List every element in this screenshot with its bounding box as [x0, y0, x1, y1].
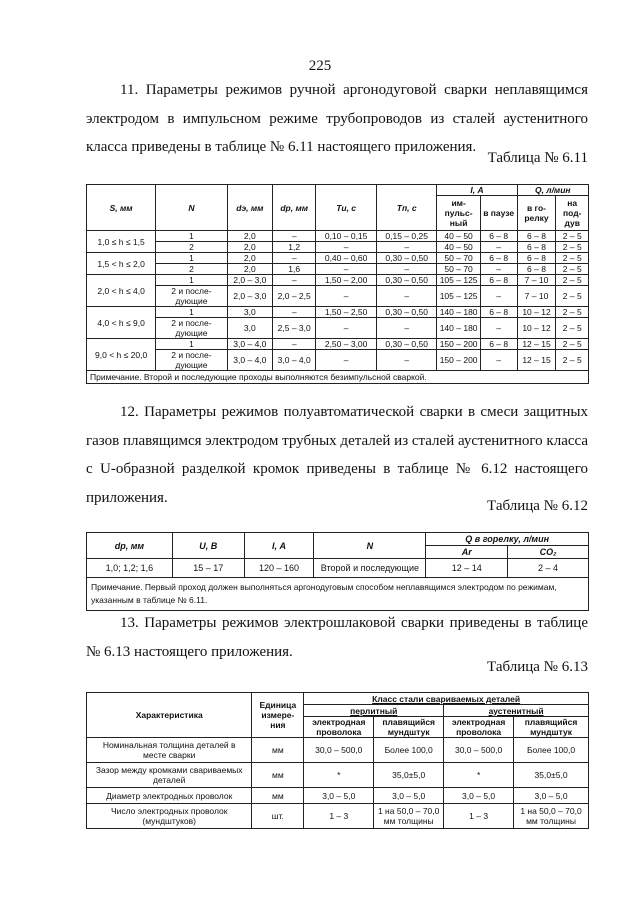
- cell-qu: 2 – 5: [556, 307, 589, 318]
- section-13-text: 13. Параметры режимов электрошлаковой сварки приведены в таблице № 6.13 настоящего приложения.: [86, 615, 588, 660]
- cell-c4: 3,0 – 5,0: [514, 788, 589, 804]
- table-row: [87, 264, 589, 275]
- cell-ii: 150 – 200: [437, 339, 480, 350]
- cell-ti: –: [316, 318, 377, 339]
- cell-n: 1: [156, 339, 227, 350]
- cell-dp: 2,5 – 3,0: [273, 318, 316, 339]
- table-row: [87, 788, 589, 804]
- cell-ip: 6 – 8: [480, 275, 517, 286]
- cell-ti: –: [316, 350, 377, 371]
- cell-ip: 6 – 8: [480, 231, 517, 242]
- cell-tp: –: [376, 286, 437, 307]
- cell-ii: 150 – 200: [437, 350, 480, 371]
- table-row: [87, 253, 589, 264]
- table-6-13: [86, 692, 589, 829]
- cell-de: 2,0 – 3,0: [227, 286, 272, 307]
- cell-de: 3,0 – 4,0: [227, 339, 272, 350]
- table-row: [87, 559, 589, 578]
- table-row: [87, 763, 589, 788]
- cell-de: 2,0: [227, 253, 272, 264]
- cell-dp: –: [273, 339, 316, 350]
- cell-de: 2,0: [227, 231, 272, 242]
- cell-n: 2 и после-дующие: [156, 350, 227, 371]
- cell-n: 2 и после-дующие: [156, 286, 227, 307]
- section-11-text: 11. Параметры режимов ручной аргонодуговой сварки неплавящимся электродом в импульсном режиме трубопроводов из сталей аустенитного класса приведены в таблице № 6.11 настоящего приложения.: [86, 82, 588, 155]
- header-q-under: на под-дув: [556, 196, 589, 231]
- table-6-11-caption: Таблица № 6.11: [487, 150, 588, 166]
- header-q-torch: в го-релку: [517, 196, 556, 231]
- cell-c2: Более 100,0: [374, 738, 444, 763]
- header-de: dэ, мм: [227, 185, 272, 231]
- cell-dp: 1,2: [273, 242, 316, 253]
- cell-ii: 40 – 50: [437, 242, 480, 253]
- cell-ip: 6 – 8: [480, 307, 517, 318]
- cell-dp: 3,0 – 4,0: [273, 350, 316, 371]
- header-n: N: [314, 533, 426, 559]
- cell-qt: 6 – 8: [517, 264, 556, 275]
- header-u: U, В: [172, 533, 244, 559]
- header-q-group: Q, л/мин: [517, 185, 588, 196]
- cell-tp: 0,15 – 0,25: [376, 231, 437, 242]
- table-note-row: [87, 371, 589, 384]
- header-i-group: I, А: [437, 185, 517, 196]
- cell-ti: –: [316, 242, 377, 253]
- cell-tp: –: [376, 350, 437, 371]
- table-6-12: [86, 532, 589, 611]
- cell-c4: 35,0±5,0: [514, 763, 589, 788]
- table-row: [87, 350, 589, 371]
- cell-tp: 0,30 – 0,50: [376, 307, 437, 318]
- header-wire-2: электродная проволока: [444, 717, 514, 738]
- table-row: [87, 286, 589, 307]
- cell-de: 3,0: [227, 318, 272, 339]
- cell-qu: 2 – 5: [556, 318, 589, 339]
- cell-ii: 140 – 180: [437, 318, 480, 339]
- cell-tp: 0,30 – 0,50: [376, 275, 437, 286]
- header-s: S, мм: [87, 185, 156, 231]
- header-co2: CO₂: [508, 546, 589, 559]
- cell-n: Второй и последующие: [314, 559, 426, 578]
- cell-n: 1: [156, 275, 227, 286]
- cell-ip: 6 – 8: [480, 253, 517, 264]
- cell-ti: –: [316, 264, 377, 275]
- header-dp: dр, мм: [87, 533, 173, 559]
- cell-c2: 35,0±5,0: [374, 763, 444, 788]
- header-tp: Tп, с: [376, 185, 437, 231]
- cell-ar: 12 – 14: [426, 559, 508, 578]
- header-pearlitic: перлитный: [304, 705, 444, 717]
- cell-thickness: 2,0 < h ≤ 4,0: [87, 275, 156, 307]
- cell-dp: 1,6: [273, 264, 316, 275]
- cell-n: 1: [156, 253, 227, 264]
- cell-name: Диаметр электродных проволок: [87, 788, 252, 804]
- cell-ti: 1,50 – 2,00: [316, 275, 377, 286]
- section-12-text: 12. Параметры режимов полуавтоматической сварки в смеси защитных газов плавящимся электродом трубных деталей из сталей аустенитного класса с U-образной разделкой кромок приведены в таблице № 6.12 настоящего приложения.: [86, 404, 589, 506]
- cell-c4: Более 100,0: [514, 738, 589, 763]
- cell-c1: *: [304, 763, 374, 788]
- table-row: [87, 804, 589, 829]
- cell-n: 2 и после-дующие: [156, 318, 227, 339]
- cell-unit: шт.: [252, 804, 304, 829]
- cell-unit: мм: [252, 763, 304, 788]
- cell-dp: 1,0; 1,2; 1,6: [87, 559, 173, 578]
- cell-thickness: 4,0 < h ≤ 9,0: [87, 307, 156, 339]
- table-6-12-caption: Таблица № 6.12: [487, 498, 588, 514]
- cell-c3: 3,0 – 5,0: [444, 788, 514, 804]
- table-header-row: [87, 185, 589, 196]
- cell-n: 2: [156, 264, 227, 275]
- cell-qu: 2 – 5: [556, 350, 589, 371]
- cell-ti: 0,10 – 0,15: [316, 231, 377, 242]
- table-row: [87, 275, 589, 286]
- cell-ii: 50 – 70: [437, 264, 480, 275]
- cell-qt: 7 – 10: [517, 286, 556, 307]
- cell-ip: –: [480, 318, 517, 339]
- cell-de: 2,0 – 3,0: [227, 275, 272, 286]
- cell-de: 2,0: [227, 242, 272, 253]
- cell-ip: 6 – 8: [480, 339, 517, 350]
- header-i-pause: в паузе: [480, 196, 517, 231]
- table-row: [87, 307, 589, 318]
- cell-ii: 105 – 125: [437, 275, 480, 286]
- table-6-13-caption: Таблица № 6.13: [487, 659, 588, 675]
- cell-c1: 30,0 – 500,0: [304, 738, 374, 763]
- cell-de: 3,0 – 4,0: [227, 350, 272, 371]
- cell-thickness: 9,0 < h ≤ 20,0: [87, 339, 156, 371]
- cell-qt: 6 – 8: [517, 231, 556, 242]
- cell-ii: 50 – 70: [437, 253, 480, 264]
- header-dp: dр, мм: [273, 185, 316, 231]
- cell-c3: 30,0 – 500,0: [444, 738, 514, 763]
- header-n: N: [156, 185, 227, 231]
- header-i: I, А: [244, 533, 314, 559]
- cell-c1: 3,0 – 5,0: [304, 788, 374, 804]
- cell-ti: 2,50 – 3,00: [316, 339, 377, 350]
- cell-n: 1: [156, 307, 227, 318]
- cell-c2: 1 на 50,0 – 70,0 мм толщины: [374, 804, 444, 829]
- table-row: [87, 738, 589, 763]
- header-unit: Единица измере-ния: [252, 693, 304, 738]
- cell-qt: 6 – 8: [517, 242, 556, 253]
- header-steel-class: Класс стали свариваемых деталей: [304, 693, 589, 705]
- cell-qu: 2 – 5: [556, 242, 589, 253]
- cell-c3: 1 – 3: [444, 804, 514, 829]
- cell-qt: 10 – 12: [517, 318, 556, 339]
- cell-dp: –: [273, 253, 316, 264]
- cell-tp: –: [376, 264, 437, 275]
- header-mouthpiece-1: плавящийся мундштук: [374, 717, 444, 738]
- cell-n: 1: [156, 231, 227, 242]
- cell-ii: 140 – 180: [437, 307, 480, 318]
- header-characteristic: Характеристика: [87, 693, 252, 738]
- cell-name: Число электродных проволок (мундштуков): [87, 804, 252, 829]
- header-i-imp: им-пульс-ный: [437, 196, 480, 231]
- header-q: Q в горелку, л/мин: [426, 533, 589, 546]
- cell-qt: 12 – 15: [517, 339, 556, 350]
- cell-qt: 12 – 15: [517, 350, 556, 371]
- table-header-row: [87, 533, 589, 546]
- header-mouthpiece-2: плавящийся мундштук: [514, 717, 589, 738]
- header-ar: Ar: [426, 546, 508, 559]
- table-6-11-body: [87, 231, 589, 371]
- table-row: [87, 231, 589, 242]
- cell-i: 120 – 160: [244, 559, 314, 578]
- cell-unit: мм: [252, 788, 304, 804]
- cell-ip: –: [480, 350, 517, 371]
- cell-tp: –: [376, 242, 437, 253]
- cell-de: 2,0: [227, 264, 272, 275]
- table-note-row: [87, 578, 589, 611]
- cell-qu: 2 – 5: [556, 231, 589, 242]
- cell-dp: 2,0 – 2,5: [273, 286, 316, 307]
- cell-ii: 105 – 125: [437, 286, 480, 307]
- table-row: [87, 242, 589, 253]
- cell-de: 3,0: [227, 307, 272, 318]
- cell-dp: –: [273, 275, 316, 286]
- table-row: [87, 339, 589, 350]
- cell-ip: –: [480, 264, 517, 275]
- table-6-11: [86, 184, 589, 384]
- cell-qu: 2 – 5: [556, 286, 589, 307]
- cell-qu: 2 – 5: [556, 264, 589, 275]
- cell-dp: –: [273, 231, 316, 242]
- cell-n: 2: [156, 242, 227, 253]
- cell-name: Номинальная толщина деталей в месте сварки: [87, 738, 252, 763]
- table-6-12-note: Примечание. Первый проход должен выполняться аргонодуговым способом неплавящимся электродом по режимам, указанным в таблице № 6.11.: [87, 578, 589, 611]
- cell-tp: –: [376, 318, 437, 339]
- cell-ip: –: [480, 242, 517, 253]
- table-6-11-note: Примечание. Второй и последующие проходы выполняются безимпульсной сваркой.: [87, 371, 589, 384]
- cell-qu: 2 – 5: [556, 339, 589, 350]
- cell-thickness: 1,5 < h ≤ 2,0: [87, 253, 156, 275]
- cell-unit: мм: [252, 738, 304, 763]
- table-6-13-body: [87, 738, 589, 829]
- cell-name: Зазор между кромками свариваемых деталей: [87, 763, 252, 788]
- cell-u: 15 – 17: [172, 559, 244, 578]
- cell-co2: 2 – 4: [508, 559, 589, 578]
- table-header-row: [87, 693, 589, 705]
- cell-thickness: 1,0 ≤ h ≤ 1,5: [87, 231, 156, 253]
- cell-c3: *: [444, 763, 514, 788]
- cell-tp: 0,30 – 0,50: [376, 339, 437, 350]
- cell-tp: 0,30 – 0,50: [376, 253, 437, 264]
- cell-qt: 7 – 10: [517, 275, 556, 286]
- table-row: [87, 318, 589, 339]
- header-wire-1: электродная проволока: [304, 717, 374, 738]
- cell-qt: 6 – 8: [517, 253, 556, 264]
- header-austenitic: аустенитный: [444, 705, 589, 717]
- page-number: 225: [308, 58, 332, 74]
- cell-qu: 2 – 5: [556, 253, 589, 264]
- cell-c2: 3,0 – 5,0: [374, 788, 444, 804]
- cell-c4: 1 на 50,0 – 70,0 мм толщины: [514, 804, 589, 829]
- cell-qu: 2 – 5: [556, 275, 589, 286]
- cell-ti: 1,50 – 2,50: [316, 307, 377, 318]
- cell-ti: –: [316, 286, 377, 307]
- cell-ii: 40 – 50: [437, 231, 480, 242]
- cell-dp: –: [273, 307, 316, 318]
- cell-ti: 0,40 – 0,60: [316, 253, 377, 264]
- header-ti: Tи, с: [316, 185, 377, 231]
- cell-qt: 10 – 12: [517, 307, 556, 318]
- cell-ip: –: [480, 286, 517, 307]
- cell-c1: 1 – 3: [304, 804, 374, 829]
